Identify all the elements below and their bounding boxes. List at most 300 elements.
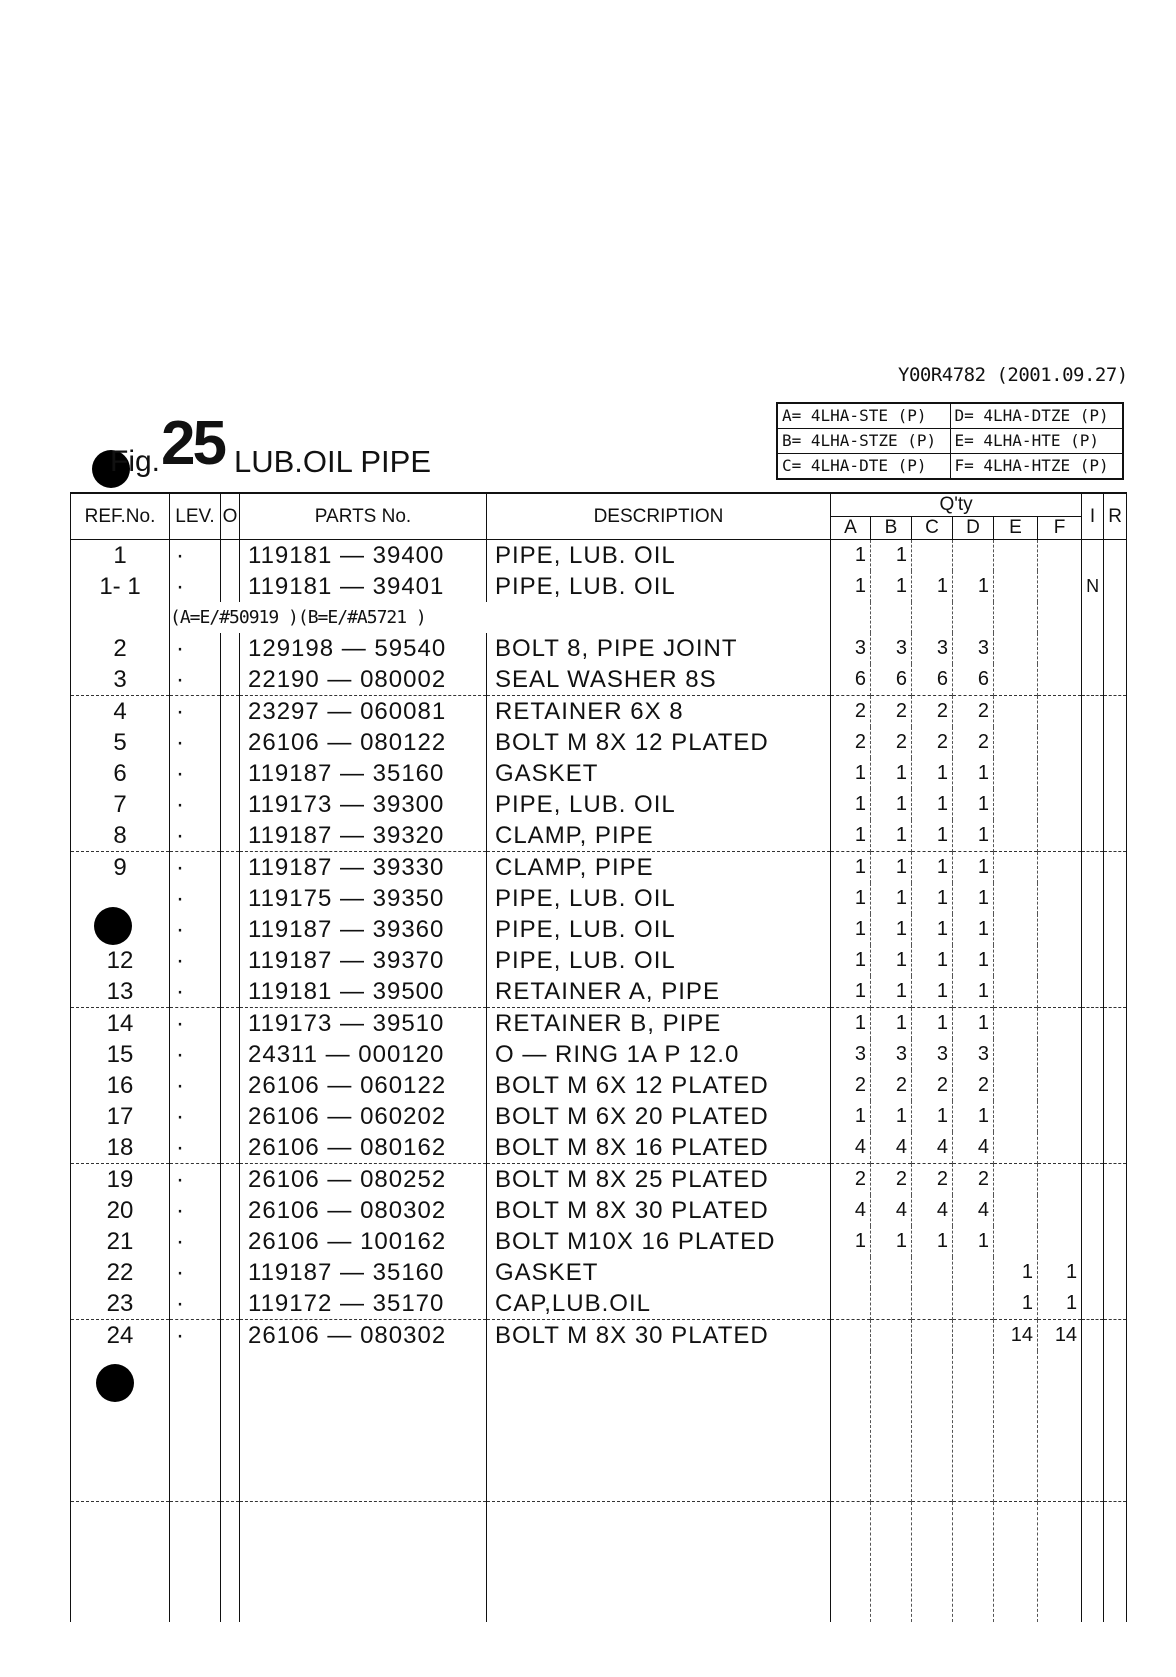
description: GASKET — [487, 758, 831, 789]
qty-f: 14 — [1038, 1320, 1082, 1352]
o-flag — [221, 820, 240, 852]
o-flag — [221, 1257, 240, 1288]
header-parts-no: PARTS No. — [240, 493, 487, 540]
header-lev: LEV. — [170, 493, 221, 540]
part-number: 26106 — 100162 — [240, 1226, 487, 1257]
ref-no: 24 — [71, 1320, 170, 1352]
qty-f — [1038, 820, 1082, 852]
o-flag — [221, 1070, 240, 1101]
r-flag — [1104, 1164, 1127, 1196]
qty-e — [994, 1008, 1038, 1040]
qty-d: 1 — [953, 789, 994, 820]
qty-d: 1 — [953, 1226, 994, 1257]
ref-no: 6 — [71, 758, 170, 789]
level: · — [170, 852, 221, 884]
qty-d: 1 — [953, 976, 994, 1008]
ref-no — [71, 883, 170, 914]
qty-a: 1 — [831, 789, 871, 820]
level: · — [170, 1039, 221, 1070]
header-i: I — [1082, 493, 1104, 540]
description: O — RING 1A P 12.0 — [487, 1039, 831, 1070]
part-number: 26106 — 080162 — [240, 1132, 487, 1164]
o-flag — [221, 852, 240, 884]
qty-c: 1 — [912, 571, 953, 602]
o-flag — [221, 1039, 240, 1070]
description: CLAMP, PIPE — [487, 820, 831, 852]
qty-b: 3 — [871, 1039, 912, 1070]
qty-c: 2 — [912, 696, 953, 728]
header-qty: Q'ty — [831, 493, 1082, 517]
table-row — [71, 820, 1127, 852]
r-flag — [1104, 914, 1127, 945]
o-flag — [221, 914, 240, 945]
ref-no: 15 — [71, 1039, 170, 1070]
r-flag — [1104, 1320, 1127, 1352]
qty-e — [994, 571, 1038, 602]
part-number: 119173 — 39510 — [240, 1008, 487, 1040]
level: · — [170, 1132, 221, 1164]
i-flag — [1082, 1101, 1104, 1132]
model-f: F= 4LHA-HTZE (P) — [950, 454, 1123, 480]
qty-a: 4 — [831, 1195, 871, 1226]
qty-b — [871, 1288, 912, 1320]
description: RETAINER 6X 8 — [487, 696, 831, 728]
qty-b: 1 — [871, 914, 912, 945]
qty-a: 3 — [831, 633, 871, 664]
qty-d: 1 — [953, 1008, 994, 1040]
i-flag — [1082, 664, 1104, 696]
part-number: 26106 — 080302 — [240, 1320, 487, 1352]
description: RETAINER B, PIPE — [487, 1008, 831, 1040]
level: · — [170, 1320, 221, 1352]
qty-d: 1 — [953, 758, 994, 789]
qty-d: 3 — [953, 633, 994, 664]
i-flag — [1082, 727, 1104, 758]
figure-prefix: Fig. — [110, 445, 161, 478]
qty-b: 1 — [871, 883, 912, 914]
description: PIPE, LUB. OIL — [487, 571, 831, 602]
r-flag — [1104, 696, 1127, 728]
qty-e — [994, 1195, 1038, 1226]
parts-table — [70, 492, 1127, 1622]
part-number: 119187 — 35160 — [240, 758, 487, 789]
description: BOLT M 6X 12 PLATED — [487, 1070, 831, 1101]
qty-a: 1 — [831, 820, 871, 852]
qty-c: 1 — [912, 789, 953, 820]
empty-row — [71, 1351, 1127, 1502]
qty-a: 3 — [831, 1039, 871, 1070]
o-flag — [221, 696, 240, 728]
o-flag — [221, 789, 240, 820]
ref-no: 5 — [71, 727, 170, 758]
r-flag — [1104, 820, 1127, 852]
qty-b: 1 — [871, 820, 912, 852]
qty-c: 2 — [912, 1070, 953, 1101]
qty-e — [994, 540, 1038, 572]
r-flag — [1104, 1226, 1127, 1257]
qty-e — [994, 1039, 1038, 1070]
qty-c: 1 — [912, 1101, 953, 1132]
table-row — [71, 789, 1127, 820]
qty-c: 1 — [912, 852, 953, 884]
qty-f — [1038, 789, 1082, 820]
header-description: DESCRIPTION — [487, 493, 831, 540]
qty-f — [1038, 1226, 1082, 1257]
qty-e — [994, 1164, 1038, 1196]
ref-no: 1- 1 — [71, 571, 170, 602]
ref-no: 18 — [71, 1132, 170, 1164]
qty-c — [912, 1288, 953, 1320]
qty-f: 1 — [1038, 1257, 1082, 1288]
r-flag — [1104, 1132, 1127, 1164]
level: · — [170, 1070, 221, 1101]
model-legend — [776, 402, 1124, 480]
o-flag — [221, 1101, 240, 1132]
ref-no: 1 — [71, 540, 170, 572]
qty-c: 1 — [912, 820, 953, 852]
qty-a: 1 — [831, 852, 871, 884]
level: · — [170, 571, 221, 602]
qty-b: 1 — [871, 1101, 912, 1132]
table-row — [71, 1257, 1127, 1288]
header-r: R — [1104, 493, 1127, 540]
header-qty-b: B — [871, 517, 912, 540]
qty-e: 1 — [994, 1257, 1038, 1288]
qty-a — [831, 1320, 871, 1352]
qty-e: 1 — [994, 1288, 1038, 1320]
qty-d: 1 — [953, 883, 994, 914]
part-number: 23297 — 060081 — [240, 696, 487, 728]
qty-b — [871, 1320, 912, 1352]
qty-a: 1 — [831, 758, 871, 789]
header-qty-c: C — [912, 517, 953, 540]
ref-no: 9 — [71, 852, 170, 884]
table-row — [71, 1164, 1127, 1196]
table-row — [71, 1320, 1127, 1352]
qty-b: 3 — [871, 633, 912, 664]
qty-b: 1 — [871, 571, 912, 602]
ref-no: 20 — [71, 1195, 170, 1226]
i-flag: N — [1082, 571, 1104, 602]
level: · — [170, 1101, 221, 1132]
description: SEAL WASHER 8S — [487, 664, 831, 696]
qty-c: 1 — [912, 1008, 953, 1040]
qty-c — [912, 1320, 953, 1352]
ref-no: 23 — [71, 1288, 170, 1320]
r-flag — [1104, 1257, 1127, 1288]
qty-c: 1 — [912, 758, 953, 789]
o-flag — [221, 945, 240, 976]
description: GASKET — [487, 1257, 831, 1288]
qty-a: 1 — [831, 540, 871, 572]
qty-d — [953, 1288, 994, 1320]
description: PIPE, LUB. OIL — [487, 789, 831, 820]
table-row — [71, 1039, 1127, 1070]
qty-b: 1 — [871, 758, 912, 789]
description: BOLT M 8X 30 PLATED — [487, 1195, 831, 1226]
header-qty-d: D — [953, 517, 994, 540]
qty-f — [1038, 852, 1082, 884]
qty-b: 6 — [871, 664, 912, 696]
ref-no: 4 — [71, 696, 170, 728]
qty-b: 1 — [871, 789, 912, 820]
serial-note: (A=E/#50919 )(B=E/#A5721 ) — [170, 607, 426, 628]
table-row — [71, 1288, 1127, 1320]
o-flag — [221, 633, 240, 664]
o-flag — [221, 664, 240, 696]
ref-no — [71, 914, 170, 945]
table-row — [71, 571, 1127, 602]
o-flag — [221, 1132, 240, 1164]
qty-b: 2 — [871, 1070, 912, 1101]
qty-f — [1038, 976, 1082, 1008]
model-d: D= 4LHA-DTZE (P) — [950, 403, 1123, 429]
table-row — [71, 727, 1127, 758]
level: · — [170, 976, 221, 1008]
qty-c — [912, 540, 953, 572]
description: BOLT M 6X 20 PLATED — [487, 1101, 831, 1132]
level: · — [170, 914, 221, 945]
qty-c: 2 — [912, 727, 953, 758]
table-row — [71, 1226, 1127, 1257]
ref-no: 12 — [71, 945, 170, 976]
table-row — [71, 852, 1127, 884]
o-flag — [221, 1226, 240, 1257]
part-number: 119187 — 35160 — [240, 1257, 487, 1288]
level: · — [170, 789, 221, 820]
description: BOLT M 8X 16 PLATED — [487, 1132, 831, 1164]
qty-c: 4 — [912, 1132, 953, 1164]
qty-b: 2 — [871, 1164, 912, 1196]
o-flag — [221, 1008, 240, 1040]
qty-c: 1 — [912, 945, 953, 976]
qty-d: 4 — [953, 1195, 994, 1226]
r-flag — [1104, 976, 1127, 1008]
table-row — [71, 1132, 1127, 1164]
o-flag — [221, 883, 240, 914]
description: BOLT M 8X 12 PLATED — [487, 727, 831, 758]
qty-a: 2 — [831, 1070, 871, 1101]
qty-d: 1 — [953, 571, 994, 602]
qty-b: 1 — [871, 1008, 912, 1040]
qty-e — [994, 1070, 1038, 1101]
r-flag — [1104, 758, 1127, 789]
i-flag — [1082, 1008, 1104, 1040]
part-number: 129198 — 59540 — [240, 633, 487, 664]
table-row — [71, 914, 1127, 945]
i-flag — [1082, 914, 1104, 945]
r-flag — [1104, 727, 1127, 758]
table-row — [71, 1101, 1127, 1132]
qty-d: 1 — [953, 820, 994, 852]
i-flag — [1082, 1070, 1104, 1101]
i-flag — [1082, 1132, 1104, 1164]
header-o: O — [221, 493, 240, 540]
i-flag — [1082, 945, 1104, 976]
r-flag — [1104, 571, 1127, 602]
level: · — [170, 1008, 221, 1040]
qty-c: 1 — [912, 976, 953, 1008]
qty-c: 1 — [912, 883, 953, 914]
qty-e — [994, 664, 1038, 696]
qty-c — [912, 1257, 953, 1288]
level: · — [170, 1288, 221, 1320]
level: · — [170, 727, 221, 758]
level: · — [170, 664, 221, 696]
ref-no: 8 — [71, 820, 170, 852]
part-number: 119187 — 39330 — [240, 852, 487, 884]
table-row — [71, 633, 1127, 664]
qty-e — [994, 852, 1038, 884]
qty-b: 1 — [871, 852, 912, 884]
qty-e — [994, 1226, 1038, 1257]
qty-d: 4 — [953, 1132, 994, 1164]
document-number: Y00R4782 (2001.09.27) — [898, 364, 1128, 386]
qty-e — [994, 820, 1038, 852]
serial-note-row — [71, 602, 1127, 633]
qty-e — [994, 976, 1038, 1008]
r-flag — [1104, 633, 1127, 664]
i-flag — [1082, 789, 1104, 820]
qty-a: 1 — [831, 914, 871, 945]
header-ref: REF.No. — [71, 493, 170, 540]
qty-d: 1 — [953, 1101, 994, 1132]
qty-a: 1 — [831, 571, 871, 602]
qty-f: 1 — [1038, 1288, 1082, 1320]
r-flag — [1104, 1039, 1127, 1070]
qty-f — [1038, 571, 1082, 602]
description: PIPE, LUB. OIL — [487, 883, 831, 914]
qty-e — [994, 1132, 1038, 1164]
i-flag — [1082, 1320, 1104, 1352]
description: BOLT M10X 16 PLATED — [487, 1226, 831, 1257]
r-flag — [1104, 945, 1127, 976]
qty-d: 3 — [953, 1039, 994, 1070]
table-row — [71, 945, 1127, 976]
qty-b: 2 — [871, 696, 912, 728]
qty-a: 1 — [831, 976, 871, 1008]
qty-f — [1038, 540, 1082, 572]
qty-d: 2 — [953, 696, 994, 728]
qty-a: 2 — [831, 1164, 871, 1196]
o-flag — [221, 1195, 240, 1226]
qty-c: 3 — [912, 633, 953, 664]
level: · — [170, 1226, 221, 1257]
qty-f — [1038, 1132, 1082, 1164]
description: RETAINER A, PIPE — [487, 976, 831, 1008]
ref-no: 13 — [71, 976, 170, 1008]
description: BOLT M 8X 25 PLATED — [487, 1164, 831, 1196]
description: PIPE, LUB. OIL — [487, 540, 831, 572]
part-number: 119172 — 35170 — [240, 1288, 487, 1320]
qty-f — [1038, 1164, 1082, 1196]
model-b: B= 4LHA-STZE (P) — [777, 429, 950, 454]
qty-d — [953, 1257, 994, 1288]
qty-f — [1038, 1008, 1082, 1040]
description: BOLT M 8X 30 PLATED — [487, 1320, 831, 1352]
qty-d: 6 — [953, 664, 994, 696]
table-row — [71, 1195, 1127, 1226]
header-qty-f: F — [1038, 517, 1082, 540]
table-row — [71, 696, 1127, 728]
qty-a: 1 — [831, 1101, 871, 1132]
r-flag — [1104, 540, 1127, 572]
o-flag — [221, 1164, 240, 1196]
qty-c: 3 — [912, 1039, 953, 1070]
o-flag — [221, 571, 240, 602]
qty-f — [1038, 1101, 1082, 1132]
i-flag — [1082, 696, 1104, 728]
qty-f — [1038, 664, 1082, 696]
qty-e — [994, 914, 1038, 945]
qty-b: 1 — [871, 540, 912, 572]
i-flag — [1082, 633, 1104, 664]
qty-b: 2 — [871, 727, 912, 758]
level: · — [170, 1257, 221, 1288]
description: CAP,LUB.OIL — [487, 1288, 831, 1320]
qty-f — [1038, 914, 1082, 945]
qty-f — [1038, 727, 1082, 758]
i-flag — [1082, 1039, 1104, 1070]
qty-e — [994, 1101, 1038, 1132]
level: · — [170, 758, 221, 789]
part-number: 26106 — 080252 — [240, 1164, 487, 1196]
table-row — [71, 976, 1127, 1008]
r-flag — [1104, 1008, 1127, 1040]
r-flag — [1104, 1101, 1127, 1132]
i-flag — [1082, 852, 1104, 884]
empty-row — [71, 1502, 1127, 1623]
model-e: E= 4LHA-HTE (P) — [950, 429, 1123, 454]
o-flag — [221, 976, 240, 1008]
part-number: 24311 — 000120 — [240, 1039, 487, 1070]
qty-f — [1038, 696, 1082, 728]
r-flag — [1104, 664, 1127, 696]
description: BOLT 8, PIPE JOINT — [487, 633, 831, 664]
o-flag — [221, 1288, 240, 1320]
model-c: C= 4LHA-DTE (P) — [777, 454, 950, 480]
qty-d: 1 — [953, 945, 994, 976]
r-flag — [1104, 1070, 1127, 1101]
part-number: 119187 — 39370 — [240, 945, 487, 976]
qty-d — [953, 540, 994, 572]
part-number: 26106 — 080122 — [240, 727, 487, 758]
qty-c: 1 — [912, 1226, 953, 1257]
qty-a: 6 — [831, 664, 871, 696]
o-flag — [221, 1320, 240, 1352]
level: · — [170, 1195, 221, 1226]
qty-b: 4 — [871, 1195, 912, 1226]
ref-no: 22 — [71, 1257, 170, 1288]
qty-e — [994, 633, 1038, 664]
table-row — [71, 664, 1127, 696]
ref-no: 14 — [71, 1008, 170, 1040]
qty-e — [994, 696, 1038, 728]
ref-no: 19 — [71, 1164, 170, 1196]
ref-no: 7 — [71, 789, 170, 820]
qty-f — [1038, 758, 1082, 789]
part-number: 26106 — 080302 — [240, 1195, 487, 1226]
part-number: 119181 — 39401 — [240, 571, 487, 602]
qty-a: 4 — [831, 1132, 871, 1164]
level: · — [170, 633, 221, 664]
i-flag — [1082, 540, 1104, 572]
qty-a: 2 — [831, 696, 871, 728]
qty-e — [994, 727, 1038, 758]
model-a: A= 4LHA-STE (P) — [777, 403, 950, 429]
part-number: 119175 — 39350 — [240, 883, 487, 914]
qty-a: 2 — [831, 727, 871, 758]
